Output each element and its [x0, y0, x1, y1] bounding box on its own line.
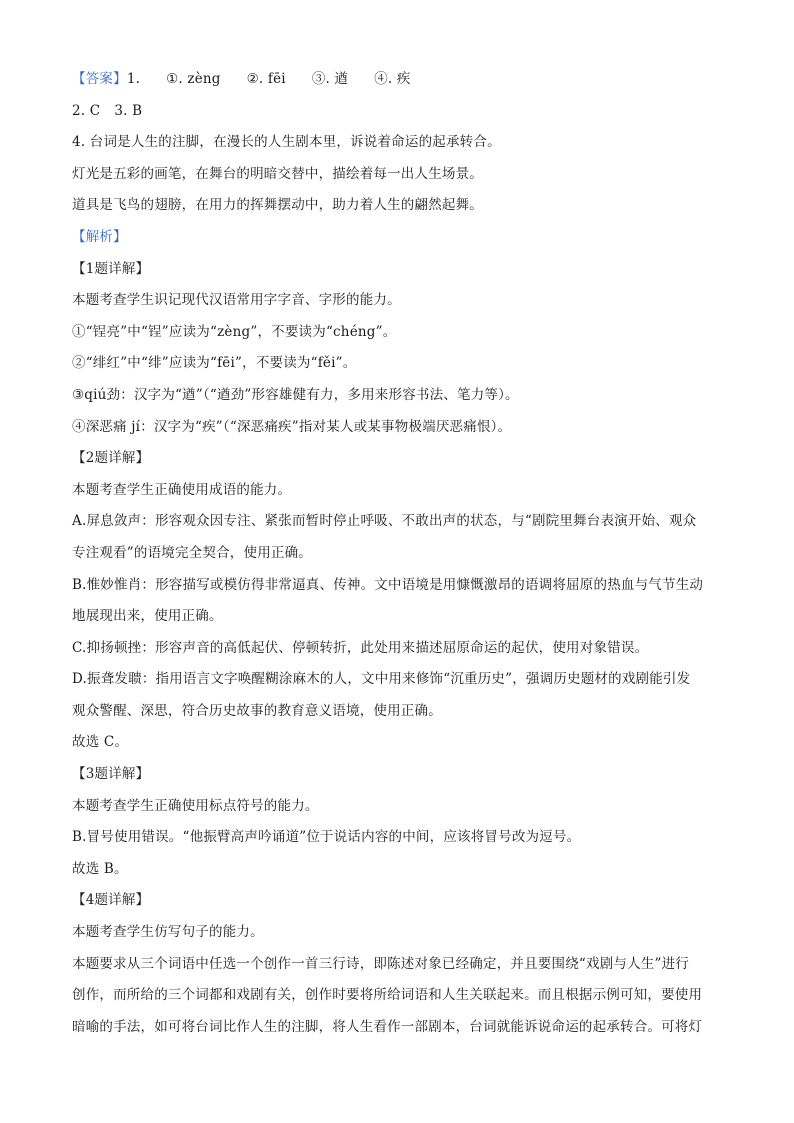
- paragraph-line: 本题考查学生仿写句子的能力。: [72, 924, 264, 941]
- paragraph-line: B.惟妙惟肖：形容描写或模仿得非常逼真、传神。文中语境是用慷慨激昂的语调将屈原的热血与气节生动: [72, 576, 704, 593]
- paragraph-line: ①“锃亮”中“锃”应读为“zèng”，不要读为“chéng”。: [72, 323, 397, 340]
- analysis-tag: 【解析】: [72, 228, 127, 245]
- answer-q2-q3: [72, 96, 722, 128]
- paragraph-line: 创作，而所给的三个词都和戏剧有关，创作时要将所给词语和人生关联起来。而且根据示例可知，要使用: [72, 987, 703, 1004]
- section-title-2: 【2题详解】: [72, 450, 150, 467]
- paragraph-line: ④深恶痛 jí：汉字为“疾”（“深恶痛疾”指对某人或某事物极端厌恶痛恨）。: [72, 418, 512, 435]
- answer-q4-line: 道具是飞鸟的翅膀，在用力的挥舞摆动中，助力着人生的翩然起舞。: [72, 197, 483, 214]
- paragraph-line: 观众警醒、深思，符合历史故事的教育意义语境，使用正确。: [72, 702, 442, 719]
- paragraph-line: 专注观看”的语境完全契合，使用正确。: [72, 544, 313, 561]
- paragraph-line: 故选 B。: [72, 860, 128, 877]
- paragraph-line: 本题要求从三个词语中任选一个创作一首三行诗，即陈述对象已经确定，并且要围绕“戏剧与人生”进行: [72, 955, 690, 972]
- answer-item: ④. 疾: [374, 71, 411, 87]
- answer-item: ①. zèng: [166, 71, 221, 87]
- section-title-3: 【3题详解】: [72, 766, 150, 783]
- answer-q4-line: 灯光是五彩的画笔，在舞台的明暗交替中，描绘着每一出人生场景。: [72, 165, 483, 182]
- q1-number: 1.: [126, 71, 141, 87]
- answer-item: ③. 遒: [311, 71, 349, 87]
- paragraph-line: B.冒号使用错误。“他振臂高声吟诵道”位于说话内容的中间，应该将冒号改为逗号。: [72, 829, 581, 846]
- document-page: [72, 64, 722, 1043]
- paragraph-line: ②“绯红”中“绯”应读为“fēi”，不要读为“fěi”。: [72, 355, 357, 372]
- answer-item: ②. fēi: [246, 71, 286, 87]
- paragraph-line: 本题考查学生识记现代汉语常用字字音、字形的能力。: [72, 292, 401, 309]
- section-title-4: 【4题详解】: [72, 892, 150, 909]
- paragraph-line: 地展现出来，使用正确。: [72, 608, 223, 625]
- answer-tag: 【答案】: [72, 71, 127, 87]
- paragraph-line: 暗喻的手法，如可将台词比作人生的注脚，将人生看作一部剧本，台词就能诉说命运的起承转合。可将灯: [72, 1018, 703, 1035]
- answer-q2: 2. C: [72, 102, 101, 119]
- paragraph-line: D.振聋发聩：指用语言文字唤醒糊涂麻木的人，文中用来修饰“沉重历史”，强调历史题材的戏剧能引发: [72, 671, 691, 688]
- paragraph-line: ③qiú劲：汉字为“遒”（“遒劲”形容雄健有力，多用来形容书法、笔力等）。: [72, 386, 519, 403]
- answer-q3: 3. B: [114, 102, 143, 119]
- answer-line: [72, 64, 722, 96]
- section-title-1: 【1题详解】: [72, 260, 150, 277]
- answer-q4-line: 4. 台词是人生的注脚，在漫长的人生剧本里，诉说着命运的起承转合。: [72, 134, 501, 151]
- paragraph-line: A.屏息敛声：形容观众因专注、紧张而暂时停止呼吸、不敢出声的状态，与“剧院里舞台表演开始、观众: [72, 513, 697, 530]
- paragraph-line: 本题考查学生正确使用标点符号的能力。: [72, 797, 319, 814]
- paragraph-line: 本题考查学生正确使用成语的能力。: [72, 481, 292, 498]
- paragraph-line: C.抑扬顿挫：形容声音的高低起伏、停顿转折，此处用来描述屈原命运的起伏，使用对象错误。: [72, 639, 649, 656]
- paragraph-line: 故选 C。: [72, 734, 129, 751]
